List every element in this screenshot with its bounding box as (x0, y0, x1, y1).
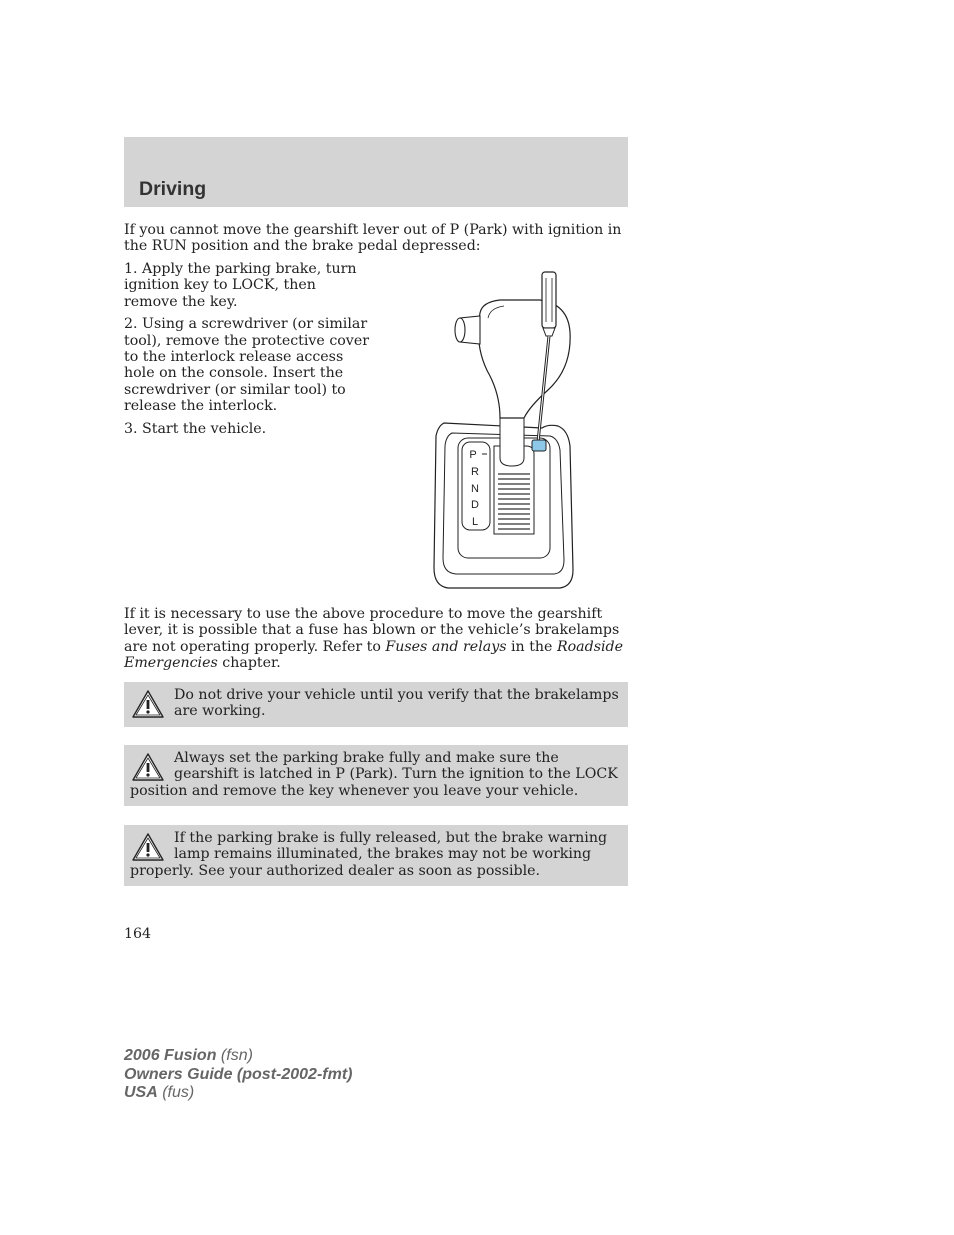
gear-letter-n: N (471, 483, 479, 495)
lever-stem (500, 418, 524, 466)
section-header-band (124, 137, 628, 207)
intro-paragraph: If you cannot move the gearshift lever out of P (Park) with ignition in the RUN position and the brake pedal depressed: (124, 222, 622, 255)
warning-box-2 (124, 745, 628, 806)
document-footer (124, 1047, 352, 1103)
gearshift-interlock-illustration (430, 268, 580, 593)
footer-line-1 (124, 1047, 352, 1066)
steps-list (124, 261, 372, 443)
footer-model: 2006 Fusion (124, 1047, 217, 1064)
warning-box-3 (124, 825, 628, 886)
fuse-note-text-b: in the (506, 638, 557, 655)
footer-market-code: (fus) (157, 1084, 195, 1101)
warning-text-1: Do not drive your vehicle until you verify that the brakelamps are working. (174, 687, 619, 720)
gear-letter-p: P (469, 449, 477, 461)
screwdriver-handle (542, 272, 556, 328)
roadside-emergencies-reference: Roadside Emergencies (124, 638, 624, 672)
warning-text-2: Always set the parking brake fully and make sure the gearshift is latched in P (Park). Turn the ignition to the LOCK position and remove the key whenever you leave your vehicle. (130, 750, 618, 799)
warning-text-3: If the parking brake is fully released, but the brake warning lamp remains illuminated, the brakes may not be working properly. See your authorized dealer as soon as possible. (130, 830, 608, 879)
step-2: 2. Using a screwdriver (or similar tool), remove the protective cover to the interlock release access hole on the console. Insert the screwdriver (or similar tool) to release the interlock. (124, 316, 370, 415)
interlock-access-hole (532, 440, 546, 451)
warning-triangle-icon (131, 832, 165, 862)
warning-triangle-icon (131, 752, 165, 782)
warning-box-1 (124, 682, 628, 727)
footer-line-3 (124, 1084, 352, 1103)
fuse-note-text-a: If it is necessary to use the above procedure to move the gearshift lever, it is possible that a fuse has blown or the vehicle’s brakelamps are not operating properly. Refer to (124, 606, 620, 655)
section-title: Driving (139, 178, 207, 200)
gear-letter-r: R (471, 466, 479, 478)
warning-triangle-icon (131, 689, 165, 719)
footer-guide-type: Owners Guide (post-2002-fmt) (124, 1065, 353, 1083)
footer-market: USA (124, 1084, 158, 1101)
fuse-note-text-c: chapter. (217, 655, 281, 672)
step-1: 1. Apply the parking brake, turn ignition key to LOCK, then remove the key. (124, 261, 357, 310)
footer-model-code: (fsn) (216, 1047, 253, 1064)
page-number: 164 (124, 926, 152, 942)
gear-letter-d: D (471, 499, 479, 511)
fuse-note-paragraph (124, 606, 628, 672)
footer-line-2 (124, 1066, 352, 1085)
step-3: 3. Start the vehicle. (124, 420, 267, 437)
fuses-relays-reference: Fuses and relays (385, 638, 507, 655)
gear-letter-l: L (471, 516, 479, 528)
